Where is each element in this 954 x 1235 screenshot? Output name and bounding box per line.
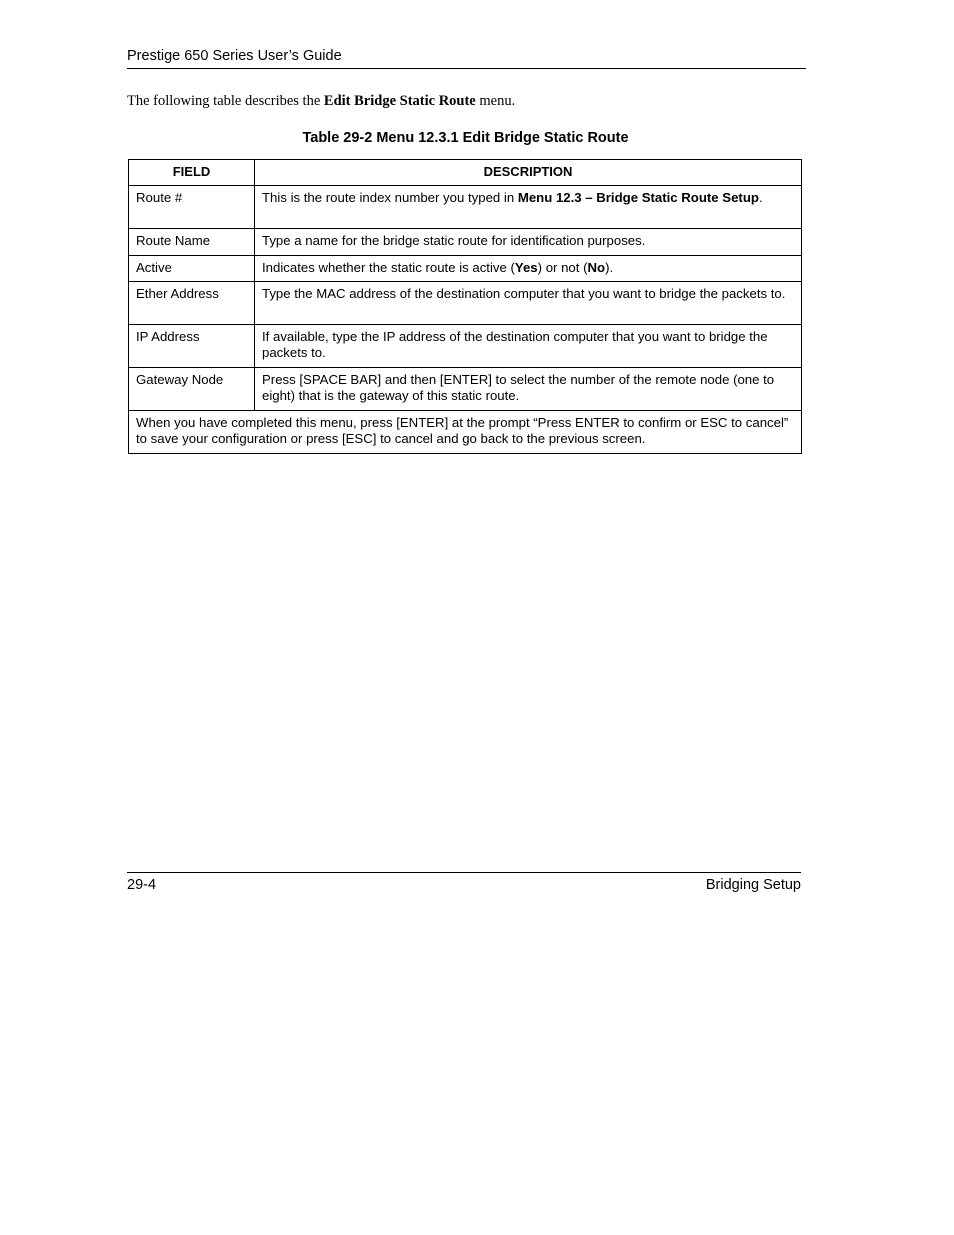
intro-paragraph	[127, 91, 806, 111]
intro-suffix: menu.	[475, 93, 516, 109]
table-row	[129, 186, 802, 229]
column-header-description: DESCRIPTION	[255, 160, 802, 186]
table-row	[129, 229, 802, 256]
value-no: No	[587, 260, 606, 275]
field-description-table	[128, 159, 802, 454]
table-row	[129, 325, 802, 368]
description-cell	[255, 186, 802, 229]
table-row	[129, 282, 802, 325]
column-header-field: FIELD	[129, 160, 255, 186]
footer-note-cell: When you have completed this menu, press [ENTER] at the prompt “Press ENTER to confirm or ESC to cancel” to save your configuration or press [ESC] to cancel and go back to the previous screen.	[129, 411, 802, 454]
intro-prefix: The following table describes the	[127, 93, 324, 109]
page-number: 29-4	[127, 877, 157, 893]
field-cell: IP Address	[129, 325, 255, 368]
field-cell: Gateway Node	[129, 368, 255, 411]
running-header: Prestige 650 Series User’s Guide	[127, 47, 806, 69]
field-cell: Route #	[129, 186, 255, 229]
description-cell: Type the MAC address of the destination computer that you want to bridge the packets to.	[255, 282, 802, 325]
description-text: ) or not (	[537, 260, 588, 275]
table-header-row	[129, 160, 802, 186]
description-text: Indicates whether the static route is active (	[262, 260, 515, 275]
field-cell: Route Name	[129, 229, 255, 256]
running-footer	[127, 872, 801, 894]
description-text: .	[758, 190, 763, 205]
chapter-title: Bridging Setup	[705, 877, 801, 893]
value-yes: Yes	[514, 260, 538, 275]
table-row	[129, 256, 802, 282]
menu-reference: Menu 12.3 – Bridge Static Route Setup	[517, 190, 759, 205]
table-row	[129, 368, 802, 411]
description-text: ).	[605, 260, 614, 275]
field-cell: Active	[129, 256, 255, 282]
table-caption: Table 29-2 Menu 12.3.1 Edit Bridge Static Route	[302, 130, 629, 146]
description-cell	[255, 256, 802, 282]
description-cell: If available, type the IP address of the destination computer that you want to bridge the packets to.	[255, 325, 802, 368]
description-cell: Press [SPACE BAR] and then [ENTER] to select the number of the remote node (one to eight) that is the gateway of this static route.	[255, 368, 802, 411]
table-footer-row	[129, 411, 802, 454]
description-cell: Type a name for the bridge static route for identification purposes.	[255, 229, 802, 256]
field-cell: Ether Address	[129, 282, 255, 325]
intro-menu-name: Edit Bridge Static Route	[323, 93, 476, 109]
description-text: This is the route index number you typed in	[262, 190, 518, 205]
